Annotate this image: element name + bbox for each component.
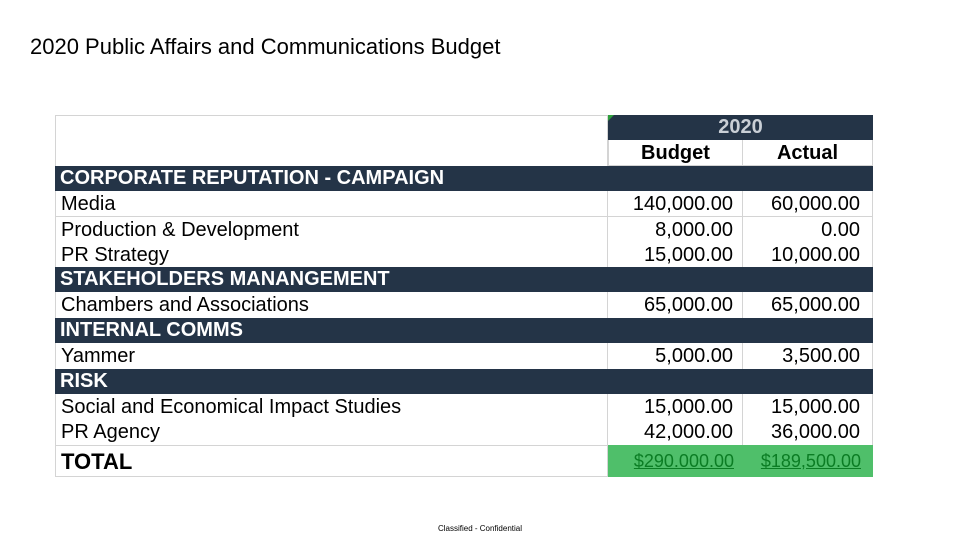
total-actual-value: $189,500.00 [743, 445, 873, 477]
classification-footer: Classified - Confidential [437, 524, 523, 533]
row-label: Chambers and Associations [55, 292, 608, 318]
cell-marker-icon [608, 115, 614, 121]
actual-value: 15,000.00 [743, 394, 873, 419]
table-row [55, 394, 873, 419]
row-label: Media [55, 191, 608, 216]
budget-value: 65,000.00 [608, 292, 743, 318]
table-corner [55, 115, 608, 166]
year-header: 2020 [608, 115, 873, 140]
section-title: CORPORATE REPUTATION - CAMPAIGN [60, 167, 445, 189]
section-title: RISK [60, 370, 108, 392]
actual-value: 0.00 [743, 217, 873, 242]
budget-value: 42,000.00 [608, 419, 743, 445]
total-label: TOTAL [55, 445, 608, 477]
budget-value: 140,000.00 [608, 191, 743, 216]
row-label: PR Agency [55, 419, 608, 445]
total-row [55, 445, 873, 477]
budget-value: 5,000.00 [608, 343, 743, 369]
table-row [55, 217, 873, 242]
row-label: PR Strategy [55, 242, 608, 267]
budget-column-header: Budget [608, 140, 743, 166]
table-row [55, 343, 873, 369]
row-label: Yammer [55, 343, 608, 369]
budget-value: 15,000.00 [608, 242, 743, 267]
section-header [55, 369, 873, 394]
budget-value: 15,000.00 [608, 394, 743, 419]
section-title: STAKEHOLDERS MANANGEMENT [60, 268, 390, 290]
table-row [55, 242, 873, 267]
actual-value: 60,000.00 [743, 191, 873, 216]
actual-value: 10,000.00 [743, 242, 873, 267]
page-title: 2020 Public Affairs and Communications Budget [30, 34, 501, 59]
row-label: Social and Economical Impact Studies [55, 394, 608, 419]
table-row [55, 419, 873, 445]
budget-table [55, 115, 873, 477]
table-row [55, 292, 873, 318]
total-budget-value: $290.000.00 [608, 445, 743, 477]
actual-value: 36,000.00 [743, 419, 873, 445]
actual-value: 3,500.00 [743, 343, 873, 369]
budget-value: 8,000.00 [608, 217, 743, 242]
actual-value: 65,000.00 [743, 292, 873, 318]
section-header [55, 166, 873, 191]
section-title: INTERNAL COMMS [60, 319, 243, 341]
section-header [55, 267, 873, 292]
actual-column-header: Actual [743, 140, 873, 166]
table-row [55, 191, 873, 217]
section-header [55, 318, 873, 343]
row-label: Production & Development [55, 217, 608, 242]
